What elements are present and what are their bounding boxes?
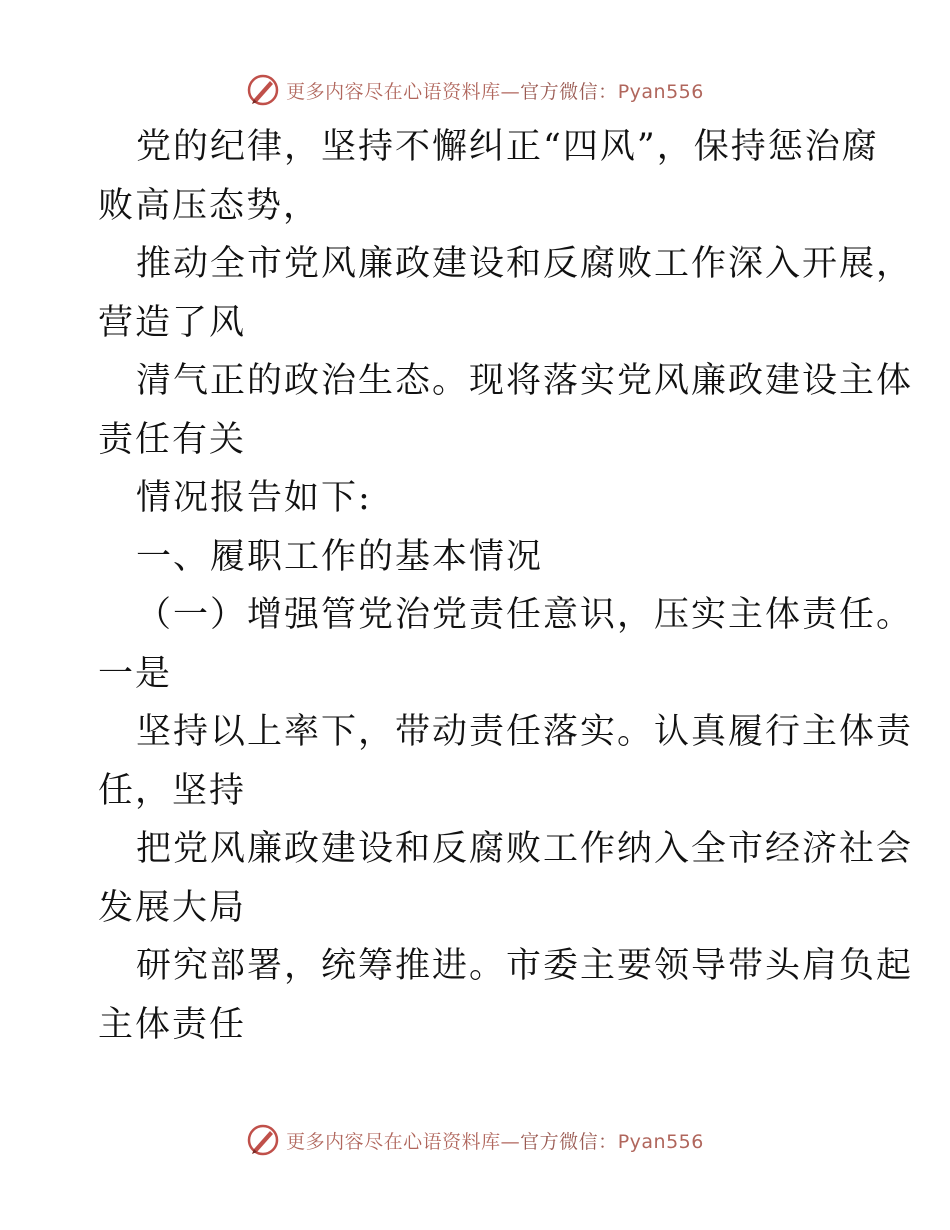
pen-logo-icon: [246, 1123, 280, 1157]
text-line: 党的纪律，坚持不懈纠正“四风”，保持惩治腐: [136, 127, 879, 167]
pen-logo-icon: [246, 73, 280, 107]
text-line: 一是: [98, 653, 173, 694]
banner-wechat-id: Pyan556: [617, 80, 704, 103]
text-line: 坚持以上率下，带动责任落实。认真履行主体责: [136, 712, 914, 752]
document-body: [98, 118, 914, 1054]
banner-site-name: 更多内容尽在心语资料库: [286, 1130, 501, 1153]
footer-banner: [0, 1120, 950, 1160]
text-line: 任，坚持: [98, 770, 247, 811]
text-line: 营造了风: [98, 302, 247, 343]
banner-wechat-label: 官方微信：: [520, 1130, 618, 1153]
header-banner: [0, 70, 950, 110]
text-line: 清气正的政治生态。现将落实党风廉政建设主体: [136, 361, 914, 401]
banner-wechat-id: Pyan556: [617, 1130, 704, 1153]
banner-site-name: 更多内容尽在心语资料库: [286, 80, 501, 103]
banner-dash: —: [500, 1130, 521, 1153]
text-line: 责任有关: [98, 419, 247, 460]
banner-dash: —: [500, 80, 521, 103]
banner-text: [286, 1127, 704, 1154]
text-line: 主体责任: [98, 1004, 247, 1045]
text-line: 情况报告如下:: [136, 478, 372, 518]
text-line: 把党风廉政建设和反腐败工作纳入全市经济社会: [136, 829, 914, 869]
banner-wechat-label: 官方微信：: [520, 80, 618, 103]
text-line: 发展大局: [98, 887, 247, 928]
text-line: 败高压态势，: [98, 185, 321, 226]
text-line: 研究部署，统筹推进。市委主要领导带头肩负起: [136, 946, 914, 986]
banner-text: [286, 77, 704, 104]
section-heading: 一、履职工作的基本情况: [136, 536, 544, 577]
subsection-heading: （一）增强管党治党责任意识，压实主体责任。: [136, 595, 914, 635]
text-line: 推动全市党风廉政建设和反腐败工作深入开展，: [136, 244, 914, 284]
